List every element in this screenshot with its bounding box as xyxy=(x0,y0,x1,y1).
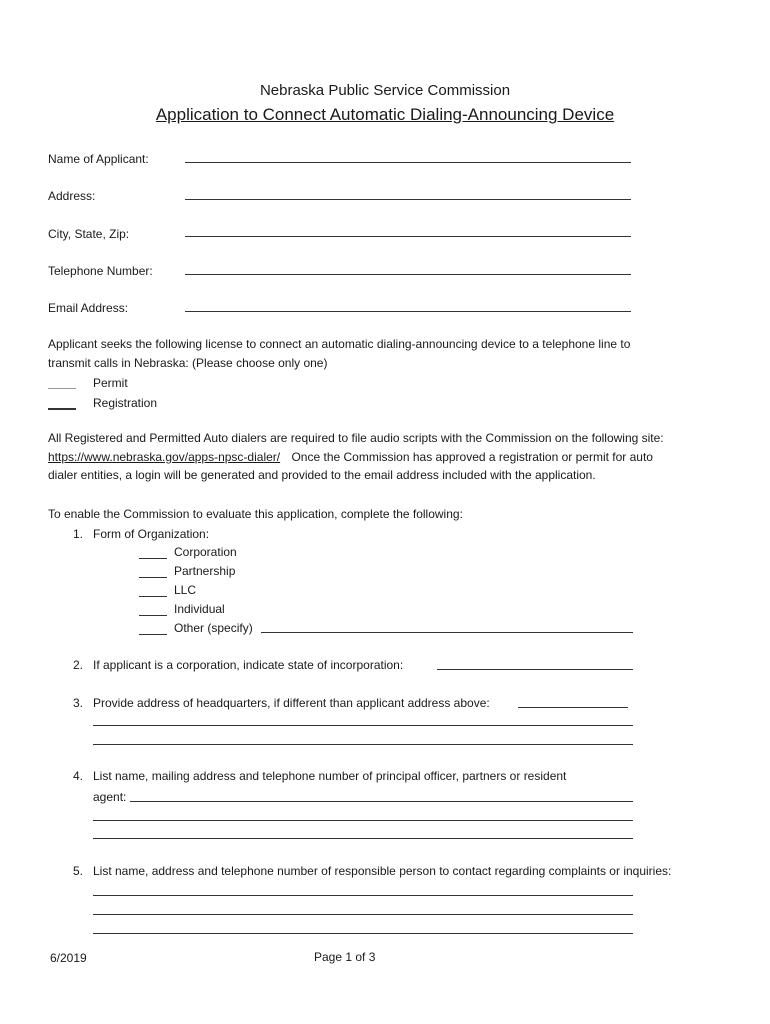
permit-blank[interactable] xyxy=(48,388,76,389)
name-field[interactable] xyxy=(185,162,631,163)
q1-text: Form of Organization: xyxy=(93,527,210,541)
q3-text: Provide address of headquarters, if different than applicant address above: xyxy=(93,696,490,710)
telephone-field[interactable] xyxy=(185,274,631,275)
audio-line1: All Registered and Permitted Auto dialers are required to file audio scripts with the Commission on the following site: xyxy=(48,431,664,445)
org-other-specify-field[interactable] xyxy=(261,632,633,633)
org-llc-label: LLC xyxy=(174,583,197,597)
org-llc-blank[interactable] xyxy=(139,596,167,597)
name-label: Name of Applicant: xyxy=(48,152,149,166)
audio-line3: dialer entities, a login will be generated and provided to the email address included with the application. xyxy=(48,468,596,482)
evaluate-intro: To enable the Commission to evaluate this application, complete the following: xyxy=(48,507,463,521)
q4-number: 4. xyxy=(73,769,84,783)
org-corporation-blank[interactable] xyxy=(139,558,167,559)
org-partnership-blank[interactable] xyxy=(139,577,167,578)
address-label: Address: xyxy=(48,189,96,203)
license-intro-line2: transmit calls in Nebraska: (Please choose only one) xyxy=(48,356,328,370)
org-other-label: Other (specify) xyxy=(174,621,253,635)
org-other-blank[interactable] xyxy=(139,634,167,635)
q3-number: 3. xyxy=(73,696,84,710)
q4-text-line1: List name, mailing address and telephone number of principal officer, partners or resident xyxy=(93,769,567,783)
audio-line2 xyxy=(48,450,653,464)
dialer-site-link[interactable]: https://www.nebraska.gov/apps-npsc-dialer/ xyxy=(48,450,281,464)
footer-date: 6/2019 xyxy=(50,951,87,965)
officer-field-line2[interactable] xyxy=(93,820,633,821)
org-individual-label: Individual xyxy=(174,602,225,616)
agency-name: Nebraska Public Service Commission xyxy=(259,82,511,99)
footer-page-number: Page 1 of 3 xyxy=(314,950,376,964)
officer-field-inline[interactable] xyxy=(130,801,633,802)
org-partnership-label: Partnership xyxy=(174,564,236,578)
org-corporation-label: Corporation xyxy=(174,545,237,559)
contact-field-line3[interactable] xyxy=(93,933,633,934)
contact-field-line1[interactable] xyxy=(93,895,633,896)
headquarters-field-line3[interactable] xyxy=(93,744,633,745)
q1-number: 1. xyxy=(73,527,84,541)
headquarters-field-inline[interactable] xyxy=(518,707,628,708)
telephone-label: Telephone Number: xyxy=(48,264,153,278)
contact-field-line2[interactable] xyxy=(93,914,633,915)
state-of-incorporation-field[interactable] xyxy=(437,669,633,670)
registration-option-label: Registration xyxy=(93,396,158,410)
officer-field-line3[interactable] xyxy=(93,838,633,839)
q4-text-line2: agent: xyxy=(93,790,127,804)
q5-text: List name, address and telephone number of responsible person to contact regarding complaints or inquiries: xyxy=(93,864,672,878)
q2-number: 2. xyxy=(73,658,84,672)
q5-number: 5. xyxy=(73,864,84,878)
registration-blank[interactable] xyxy=(48,408,76,410)
city-state-zip-field[interactable] xyxy=(185,236,631,237)
email-field[interactable] xyxy=(185,311,631,312)
org-individual-blank[interactable] xyxy=(139,615,167,616)
city-state-zip-label: City, State, Zip: xyxy=(48,227,130,241)
q2-text: If applicant is a corporation, indicate state of incorporation: xyxy=(93,658,404,672)
permit-option-label: Permit xyxy=(93,376,128,390)
audio-line2-text: Once the Commission has approved a registration or permit for auto xyxy=(291,450,653,464)
headquarters-field-line2[interactable] xyxy=(93,725,633,726)
email-label: Email Address: xyxy=(48,301,129,315)
license-intro-line1: Applicant seeks the following license to connect an automatic dialing-announcing device to a telephone line to xyxy=(48,337,631,351)
address-field[interactable] xyxy=(185,199,631,200)
form-title: Application to Connect Automatic Dialing-Announcing Device xyxy=(155,105,615,124)
